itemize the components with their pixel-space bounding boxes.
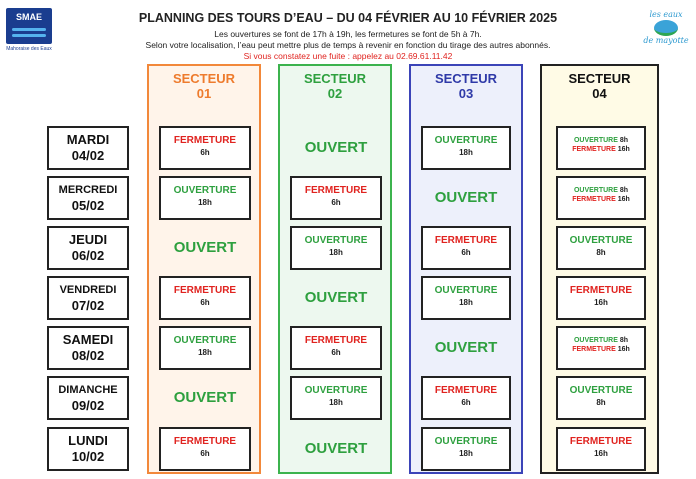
closing-cell: FERMETURE 6h — [290, 326, 382, 370]
closing-cell: FERMETURE 16h — [556, 427, 646, 471]
schedule-hours-note: Les ouvertures se font de 17h à 19h, les fermetures se font de 5h à 7h. — [214, 29, 482, 39]
page-title: PLANNING DES TOURS D’EAU – DU 04 FÉVRIER AU 10 FÉVRIER 2025 — [138, 11, 558, 25]
smae-logo-tagline: Mahoraise des Eaux — [6, 46, 52, 52]
partner-logo-top-text: les eaux — [649, 10, 683, 19]
day-wednesday: MERCREDI 05/02 — [47, 176, 129, 220]
opening-cell: OUVERTURE 18h — [421, 126, 511, 170]
day-monday: LUNDI 10/02 — [47, 427, 129, 471]
opening-cell: OUVERTURE 18h — [159, 326, 251, 370]
day-friday: VENDREDI 07/02 — [47, 276, 129, 320]
opening-cell: OUVERTURE 18h — [421, 427, 511, 471]
opening-cell: OUVERTURE 8h — [556, 376, 646, 420]
sector-03-header: SECTEUR 03 — [434, 71, 498, 101]
opening-closing-cell: OUVERTURE 8h FERMETURE 16h — [556, 326, 646, 370]
opening-cell: OUVERTURE 18h — [290, 376, 382, 420]
open-cell: OUVERT — [304, 289, 368, 306]
smae-logo-text: SMAE — [15, 12, 42, 22]
opening-cell: OUVERTURE 18h — [159, 176, 251, 220]
opening-closing-cell: OUVERTURE 8h FERMETURE 16h — [556, 126, 646, 170]
day-thursday: JEUDI 06/02 — [47, 226, 129, 270]
open-cell: OUVERT — [434, 339, 498, 356]
closing-cell: FERMETURE 6h — [159, 126, 251, 170]
closing-cell: FERMETURE 6h — [159, 427, 251, 471]
closing-cell: FERMETURE 6h — [421, 376, 511, 420]
leak-phone-notice: Si vous constatez une fuite : appelez au 02.69.61.11.42 — [243, 51, 453, 61]
partner-logo-bottom-text: de mayotte — [643, 36, 689, 45]
day-saturday: SAMEDI 08/02 — [47, 326, 129, 370]
closing-cell: FERMETURE 6h — [421, 226, 511, 270]
closing-cell: FERMETURE 16h — [556, 276, 646, 320]
sector-04-header: SECTEUR 04 — [568, 71, 631, 101]
open-cell: OUVERT — [173, 239, 237, 256]
opening-cell: OUVERTURE 8h — [556, 226, 646, 270]
sector-02-header: SECTEUR 02 — [303, 71, 367, 101]
opening-cell: OUVERTURE 18h — [421, 276, 511, 320]
day-sunday: DIMANCHE 09/02 — [47, 376, 129, 420]
day-tuesday: MARDI 04/02 — [47, 126, 129, 170]
closing-cell: FERMETURE 6h — [159, 276, 251, 320]
opening-closing-cell: OUVERTURE 8h FERMETURE 16h — [556, 176, 646, 220]
open-cell: OUVERT — [434, 189, 498, 206]
closing-cell: FERMETURE 6h — [290, 176, 382, 220]
delay-note: Selon votre localisation, l’eau peut mettre plus de temps à revenir en fonction du tirage des autres abonnés. — [145, 40, 551, 50]
open-cell: OUVERT — [173, 389, 237, 406]
open-cell: OUVERT — [304, 440, 368, 457]
opening-cell: OUVERTURE 18h — [290, 226, 382, 270]
open-cell: OUVERT — [304, 139, 368, 156]
sector-01-header: SECTEUR 01 — [172, 71, 236, 101]
